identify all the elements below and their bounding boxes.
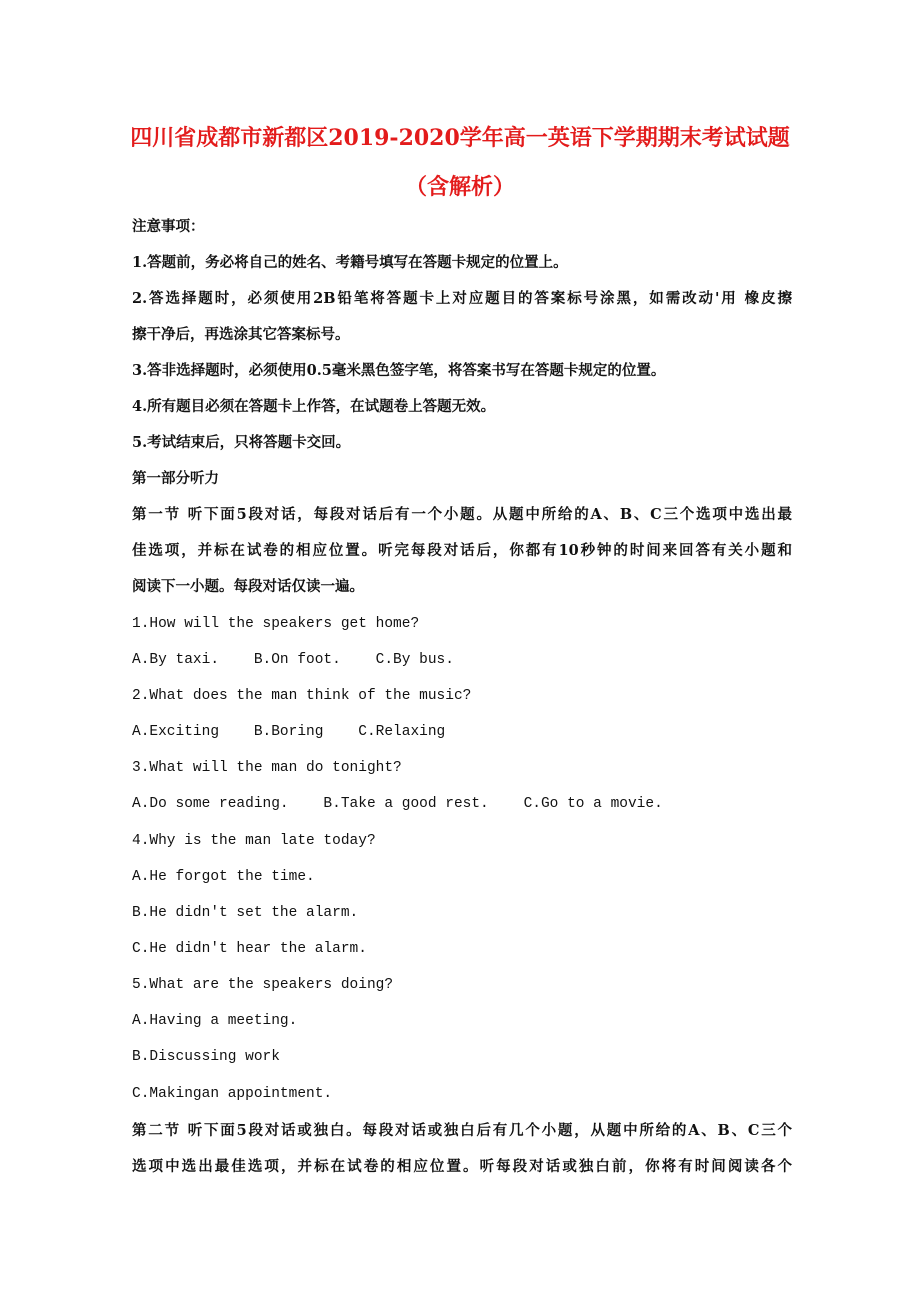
notice-heading: 注意事项：	[132, 218, 205, 235]
notice-item: 5.考试结束后，只将答题卡交回。	[132, 434, 351, 451]
part-heading: 第一部分听力	[132, 470, 219, 487]
question-option: C.Makingan appointment.	[132, 1086, 333, 1102]
section-instruction: 第二节 听下面5段对话或独白。每段对话或独白后有几个小题，从题中所给的A、B、C三个	[132, 1122, 792, 1139]
question-option: A.Having a meeting.	[132, 1013, 298, 1029]
question-option: C.He didn't hear the alarm.	[132, 941, 367, 957]
question-stem: 3.What will the man do tonight?	[132, 760, 402, 776]
notice-item: 3.答非选择题时，必须使用0.5毫米黑色签字笔，将答案书写在答题卡规定的位置。	[132, 362, 666, 379]
question-option: B.Discussing work	[132, 1049, 280, 1065]
section-instruction: 选项中选出最佳选项，并标在试卷的相应位置。听每段对话或独白前，你将有时间阅读各个	[132, 1158, 792, 1175]
question-option: A.He forgot the time.	[132, 869, 315, 885]
section-instruction: 第一节 听下面5段对话，每段对话后有一个小题。从题中所给的A、B、C三个选项中选出最	[132, 506, 792, 523]
notice-item: 2.答选择题时，必须使用2B铅笔将答题卡上对应题目的答案标号涂黑，如需改动'用 橡皮擦	[132, 290, 792, 307]
section-instruction: 阅读下一小题。每段对话仅读一遍。	[132, 578, 364, 595]
question-options: A.Exciting B.Boring C.Relaxing	[132, 724, 446, 740]
section-instruction: 佳选项，并标在试卷的相应位置。听完每段对话后，你都有10秒钟的时间来回答有关小题和	[132, 542, 792, 559]
notice-item: 1.答题前，务必将自己的姓名、考籍号填写在答题卡规定的位置上。	[132, 254, 568, 271]
question-stem: 4.Why is the man late today?	[132, 833, 376, 849]
question-stem: 5.What are the speakers doing?	[132, 977, 394, 993]
question-options: A.Do some reading. B.Take a good rest. C.Go to a movie.	[132, 796, 663, 812]
question-stem: 2.What does the man think of the music?	[132, 688, 472, 704]
question-option: B.He didn't set the alarm.	[132, 905, 359, 921]
notice-item: 擦干净后，再选涂其它答案标号。	[132, 326, 350, 343]
question-stem: 1.How will the speakers get home?	[132, 616, 420, 632]
notice-item: 4.所有题目必须在答题卡上作答，在试题卷上答题无效。	[132, 398, 496, 415]
document-title: 四川省成都市新都区2019-2020学年高一英语下学期期末考试试题	[130, 125, 790, 151]
document-subtitle: （含解析）	[404, 174, 515, 200]
question-options: A.By taxi. B.On foot. C.By bus.	[132, 652, 454, 668]
